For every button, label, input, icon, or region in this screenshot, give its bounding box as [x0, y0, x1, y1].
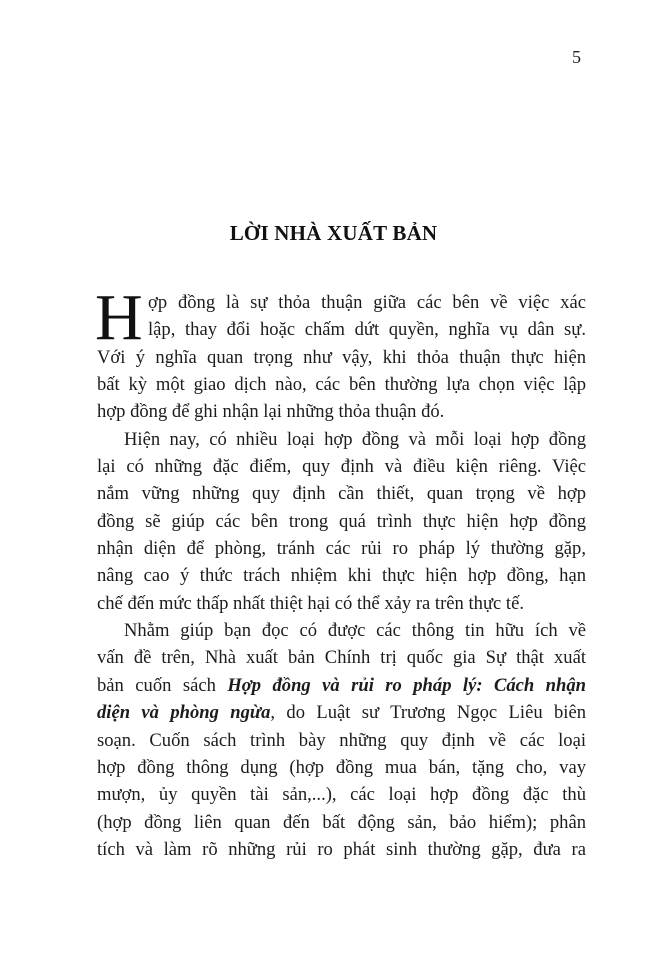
text-line: (hợp đồng liên quan đến bất động sản, bảo hiểm); phân — [97, 811, 586, 833]
text-line — [97, 672, 586, 699]
text-line: vấn đề trên, Nhà xuất bản Chính trị quốc gia Sự thật xuất — [97, 647, 586, 669]
text-line — [97, 699, 586, 726]
text-line: lập, thay đổi hoặc chấm dứt quyền, nghĩa vụ dân sự. — [148, 319, 586, 341]
text-line: Nhằm giúp bạn đọc có được các thông tin hữu ích về — [124, 620, 586, 642]
text-line: soạn. Cuốn sách trình bày những quy định về các loại — [97, 729, 586, 751]
text-line: hợp đồng để ghi nhận lại những thỏa thuận đó. — [97, 401, 445, 423]
paragraph-3 — [97, 617, 586, 863]
text-line: Hiện nay, có nhiều loại hợp đồng và mỗi loại hợp đồng — [124, 428, 586, 450]
text-line: bất kỳ một giao dịch nào, các bên thường lựa chọn việc lập — [97, 374, 586, 396]
text-line: nâng cao ý thức trách nhiệm khi thực hiện hợp đồng, hạn — [97, 565, 586, 587]
text-line: đồng sẽ giúp các bên trong quá trình thực hiện hợp đồng — [97, 510, 586, 532]
text-line: nhận diện để phòng, tránh các rủi ro pháp lý thường gặp, — [97, 538, 586, 560]
text-segment: , do Luật sư Trương Ngọc Liêu biên — [270, 702, 587, 724]
text-line: ợp đồng là sự thỏa thuận giữa các bên về việc xác — [148, 292, 586, 313]
text-line: chế đến mức thấp nhất thiệt hại có thể xảy ra trên thực tế. — [97, 592, 524, 614]
page-number: 5 — [572, 47, 581, 67]
text-line: mượn, ủy quyền tài sản,...), các loại hợp đồng đặc thù — [97, 784, 586, 806]
page-title: LỜI NHÀ XUẤT BẢN — [229, 221, 438, 245]
dropcap-letter: H — [95, 281, 143, 354]
text-line: Với ý nghĩa quan trọng như vậy, khi thỏa thuận thực hiện — [97, 346, 586, 368]
paragraph-1 — [95, 281, 586, 426]
paragraph-2 — [97, 426, 586, 617]
text-line: nắm vững những quy định cần thiết, quan trọng về hợp — [97, 483, 586, 505]
text-segment: bản cuốn sách — [97, 674, 228, 696]
text-line: lại có những đặc điểm, quy định và điều kiện riêng. Việc — [97, 456, 586, 478]
book-title: Hợp đồng và rủi ro pháp lý: Cách nhận — [227, 674, 587, 696]
book-title: diện và phòng ngừa — [97, 702, 271, 724]
text-line: hợp đồng thông dụng (hợp đồng mua bán, tặng cho, vay — [97, 756, 586, 778]
text-line: tích và làm rõ những rủi ro phát sinh thường gặp, đưa ra — [97, 838, 586, 860]
body-text — [95, 281, 587, 863]
